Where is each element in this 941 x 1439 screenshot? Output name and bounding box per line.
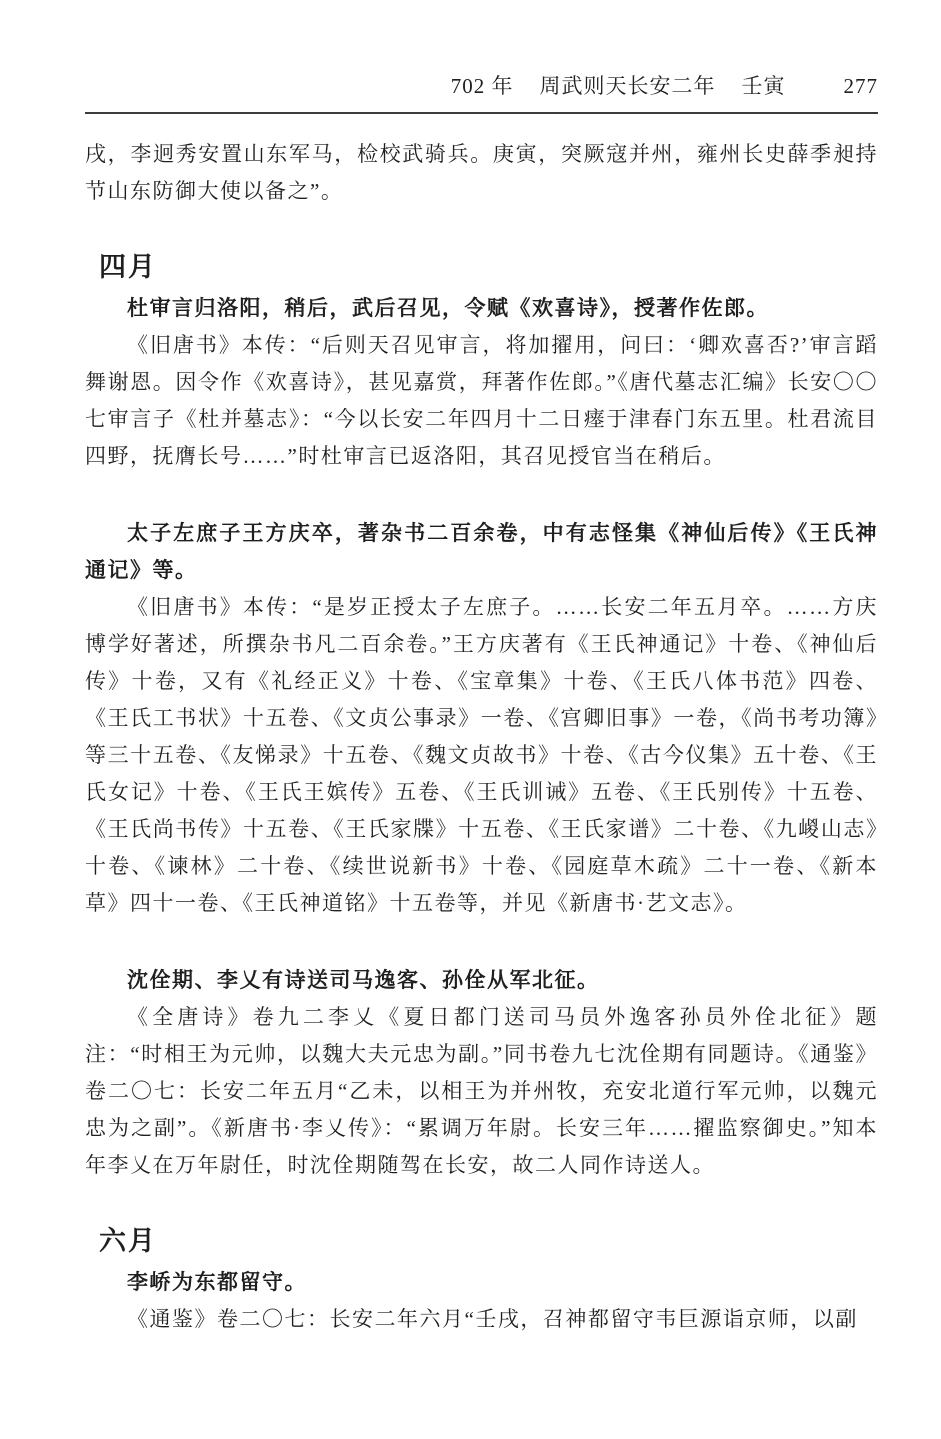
entry-headline-dushenyan: 杜审言归洛阳，稍后，武后召见，令赋《欢喜诗》，授著作佐郎。 bbox=[127, 297, 769, 320]
running-head-ganzhi: 壬寅 bbox=[741, 74, 786, 98]
running-head bbox=[85, 70, 878, 100]
running-head-year: 702 年 bbox=[450, 74, 514, 98]
entry-body-shenquanqi: 《全唐诗》卷九二李乂《夏日都门送司马员外逸客孙员外佺北征》题注：“时相王为元帅，以魏大夫元忠为副。”同书卷九七沈佺期有同题诗。《通鉴》卷二〇七：长安二年五月“乙未，以相王为并州牧，充安北道行军元帅，以魏元忠为之副”。《新唐书·李乂传》：“累调万年尉。长安三年……擢监察御史。”知本年李乂在万年尉任，时沈佺期随驾在长安，故二人同作诗送人。 bbox=[85, 1005, 878, 1177]
entry-body-wangfangqing: 《旧唐书》本传：“是岁正授太子左庶子。……长安二年五月卒。……方庆博学好著述，所撰杂书凡二百余卷。”王方庆著有《王氏神通记》十卷、《神仙后传》十卷，又有《礼经正义》十卷、《宝章集》十卷、《王氏八体书范》四卷、《王氏工书状》十五卷、《文贞公事录》一卷、《宫卿旧事》一卷，《尚书考功簿》等三十五卷、《友悌录》十五卷、《魏文贞故书》十卷、《古今仪集》五十卷、《王氏女记》十卷、《王氏王嫔传》五卷、《王氏训诫》五卷、《王氏别传》十五卷、《王氏尚书传》十五卷、《王氏家牒》十五卷、《王氏家谱》二十卷、《九嵕山志》十卷、《谏林》二十卷、《续世说新书》十卷、《园庭草木疏》二十一卷、《新本草》四十一卷、《王氏神道铭》十五卷等，并见《新唐书·艺文志》。 bbox=[85, 595, 878, 915]
continued-paragraph: 戌，李迥秀安置山东军马，检校武骑兵。庚寅，突厥寇并州，雍州长史薛季昶持节山东防御大使以备之”。 bbox=[85, 142, 878, 203]
entry-body-liqiao: 《通鉴》卷二〇七：长安二年六月“壬戌，召神都留守韦巨源诣京师，以副 bbox=[127, 1307, 858, 1331]
entry-headline-shenquanqi: 沈佺期、李乂有诗送司马逸客、孙佺从军北征。 bbox=[127, 969, 600, 992]
page-number: 277 bbox=[843, 74, 878, 98]
entry-body-dushenyan: 《旧唐书》本传：“后则天召见审言，将加擢用，问曰：‘卿欢喜否?’审言蹈舞谢恩。因令作《欢喜诗》，甚见嘉赏，拜著作佐郎。”《唐代墓志汇编》长安〇〇七审言子《杜并墓志》：“今以长安二年四月十二日瘗于津春门东五里。杜君流目四野，抚膺长号……”时杜审言已返洛阳，其召见授官当在稍后。 bbox=[85, 333, 878, 468]
entry-headline-wangfangqing: 太子左庶子王方庆卒，著杂书二百余卷，中有志怪集《神仙后传》《王氏神通记》等。 bbox=[85, 522, 878, 582]
entry-headline-liqiao: 李峤为东都留守。 bbox=[127, 1271, 307, 1294]
running-head-era-title: 周武则天长安二年 bbox=[539, 74, 716, 98]
header-rule bbox=[85, 112, 878, 114]
month-heading-april: 四月 bbox=[99, 252, 157, 282]
month-heading-june: 六月 bbox=[99, 1226, 157, 1256]
